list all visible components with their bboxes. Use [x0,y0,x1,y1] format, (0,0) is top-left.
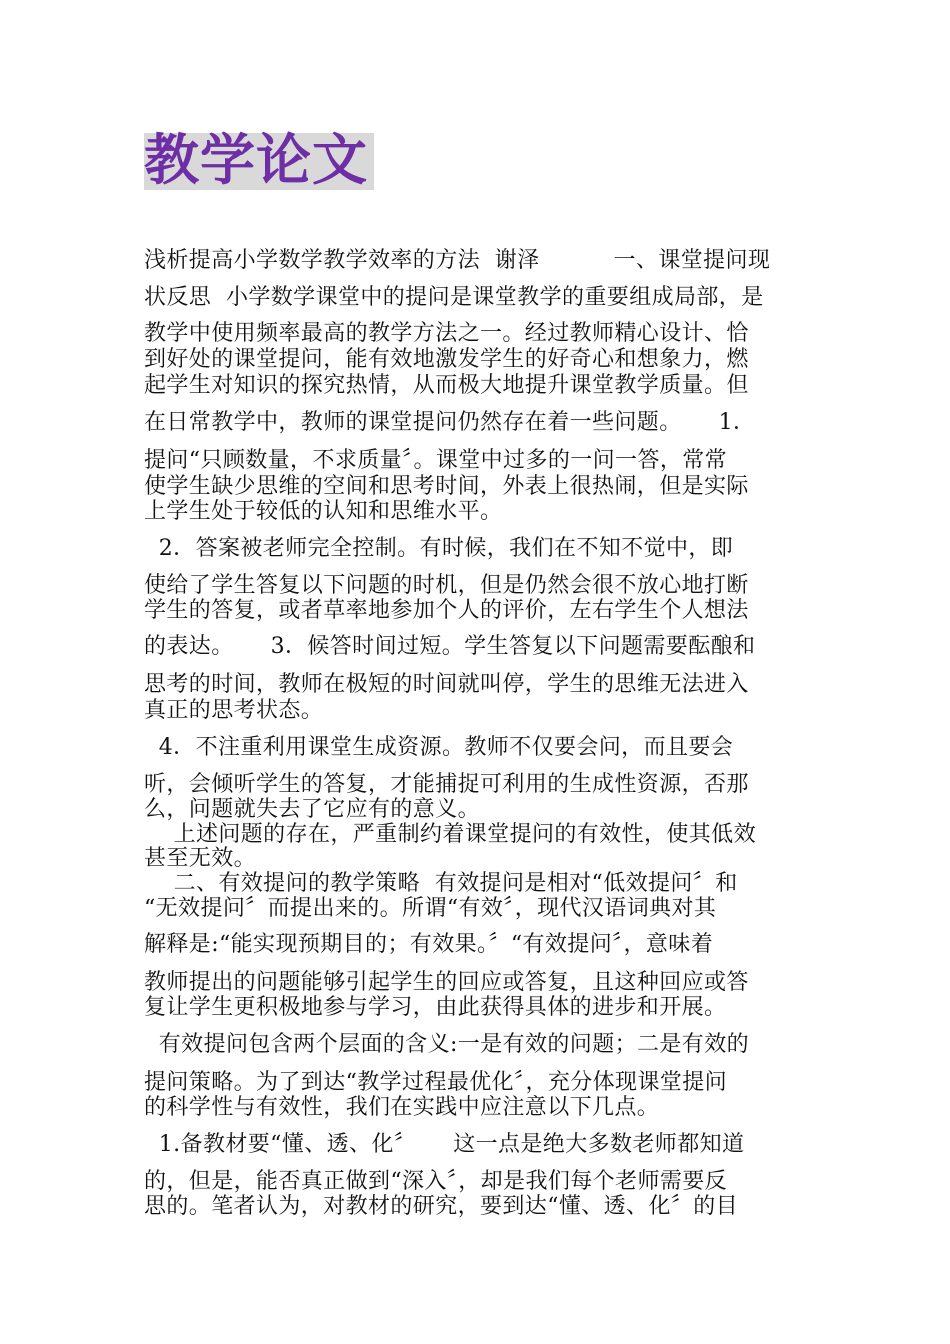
body-line: 在日常教学中，教师的课堂提问仍然存在着一些问题。 1． [144,410,756,435]
document-title [144,128,374,192]
body-line: 起学生对知识的探究热情，从而极大地提升课堂教学质量。但 [144,373,749,398]
body-line: 思的。笔者认为，对教材的研究，要到达“懂、透、化〞的目 [144,1194,739,1219]
body-line: 思考的时间，教师在极短的时间就叫停，学生的思维无法进入 [144,672,749,697]
body-line: 1.备教材要“懂、透、化〞 这一点是绝大多数老师都知道 [144,1132,745,1157]
body-line: 上学生处于较低的认知和思维水平。 [144,499,503,524]
body-line: 4．不注重利用课堂生成资源。教师不仅要会问，而且要会 [144,735,734,760]
body-line: 2．答案被老师完全控制。有时候，我们在不知不觉中，即 [144,536,734,561]
body-line: 么，问题就失去了它应有的意义。 [144,797,481,822]
body-line: 提问策略。为了到达“教学过程最优化〞，充分体现课堂提问 [144,1070,728,1095]
body-line: 解释是:“能实现预期目的；有效果。〞“有效提问〞，意味着 [144,932,714,957]
body-line: 教师提出的问题能够引起学生的回应或答复，且这种回应或答 [144,970,749,995]
body-line: 的表达。 3．候答时间过短。学生答复以下问题需要酝酿和 [144,634,756,659]
body-line: 使给了学生答复以下问题的时机，但是仍然会很不放心地打断 [144,573,749,598]
document-title-text: 教学论文 [144,128,369,192]
body-line: 教学中使用频率最高的教学方法之一。经过教师精心设计、恰 [144,321,749,346]
body-line: 复让学生更积极地参与学习，由此获得具体的进步和开展。 [144,995,727,1020]
body-line: “无效提问〞而提出来的。所谓“有效〞，现代汉语词典对其 [144,896,717,921]
body-line: 有效提问包含两个层面的含义:一是有效的问题；二是有效的 [144,1032,750,1057]
body-line: 到好处的课堂提问，能有效地激发学生的好奇心和想象力，燃 [144,347,749,372]
body-line: 上述问题的存在，严重制约着课堂提问的有效性，使其低效 [144,822,756,847]
body-line: 听，会倾听学生的答复，才能捕捉可利用的生成性资源，否那 [144,772,749,797]
body-line: 甚至无效。 [144,846,257,871]
body-line: 的，但是，能否真正做到“深入〞，却是我们每个老师需要反 [144,1169,728,1194]
body-line: 真正的思考状态。 [144,698,324,723]
body-line: 浅析提高小学数学教学效率的方法 谢泽 一、课堂提问现 [144,248,771,273]
body-line: 学生的答复，或者草率地参加个人的评价，左右学生个人想法 [144,598,749,623]
body-line: 的科学性与有效性，我们在实践中应注意以下几点。 [144,1095,660,1120]
body-line: 提问“只顾数量，不求质量〞。课堂中过多的一问一答，常常 [144,448,728,473]
body-line: 使学生缺少思维的空间和思考时间，外表上很热闹，但是实际 [144,474,749,499]
body-line: 状反思 小学数学课堂中的提问是课堂教学的重要组成局部，是 [144,285,764,310]
body-line: 二、有效提问的教学策略 有效提问是相对“低效提问〞和 [144,871,738,896]
